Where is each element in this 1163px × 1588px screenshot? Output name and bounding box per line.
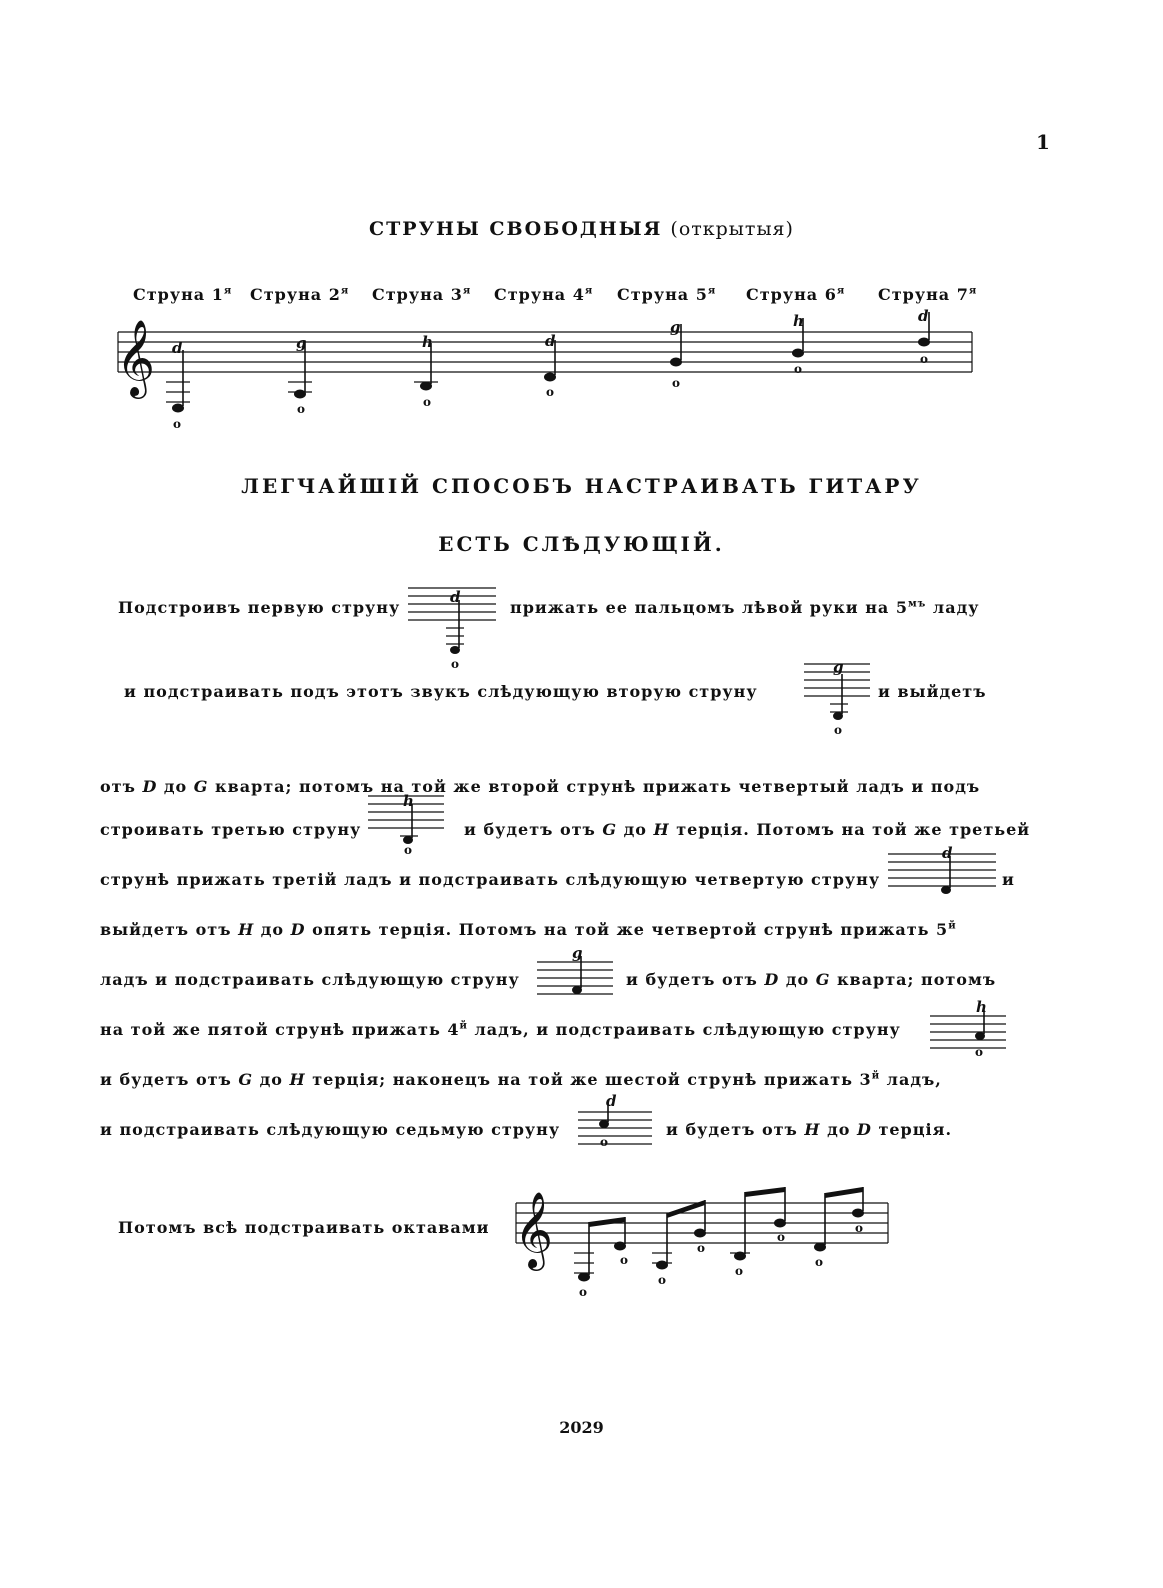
body-line-10b: и будетъ отъ H до D терція. bbox=[666, 1120, 953, 1139]
svg-text:o: o bbox=[579, 1285, 588, 1299]
svg-text:o: o bbox=[815, 1255, 824, 1269]
string-label-4: Струна $4^я$ bbox=[494, 285, 594, 304]
body-line-5a: струнѣ прижать третій ладъ и подстраивать слѣдующую четвертую струну bbox=[100, 870, 881, 889]
body-line-2b: и выйдетъ bbox=[878, 682, 987, 701]
body-line-10a: и подстраивать слѣдующую седьмую струну bbox=[100, 1120, 561, 1139]
page-number: 1 bbox=[1036, 130, 1050, 154]
octave-pair-1 bbox=[574, 1217, 628, 1299]
body-line-3: отъ D до G кварта; потомъ на той же второй струнѣ прижать четвертый ладъ и подъ bbox=[100, 777, 981, 796]
svg-text:d: d bbox=[545, 332, 556, 350]
body-line-9: и будетъ отъ G до H терція; наконецъ на той же шестой струнѣ прижать $3^й$ ладъ, bbox=[100, 1070, 942, 1089]
svg-text:o: o bbox=[546, 385, 555, 399]
svg-text:o: o bbox=[404, 843, 413, 857]
svg-text:o: o bbox=[855, 1221, 864, 1235]
svg-text:h: h bbox=[793, 312, 804, 330]
body-line-2a: и подстраивать подъ этотъ звукъ слѣдующую вторую струну bbox=[124, 682, 758, 701]
svg-text:o: o bbox=[834, 723, 843, 737]
svg-text:h: h bbox=[976, 998, 987, 1016]
body-line-4a: строивать третью струну bbox=[100, 820, 362, 839]
svg-text:o: o bbox=[735, 1264, 744, 1278]
plate-number: 2029 bbox=[559, 1418, 604, 1437]
body-line-7a: ладъ и подстраивать слѣдующую струну bbox=[100, 970, 520, 989]
svg-text:o: o bbox=[173, 417, 182, 431]
svg-text:d: d bbox=[918, 307, 929, 325]
svg-text:o: o bbox=[297, 402, 306, 416]
svg-text:d: d bbox=[606, 1092, 617, 1110]
body-line-4b: и будетъ отъ G до H терція. Потомъ на той же третьей bbox=[464, 820, 1031, 839]
svg-text:h: h bbox=[403, 792, 414, 810]
body-line-6: выйдетъ отъ H до D опять терція. Потомъ на той же четвертой струнѣ прижать $5^й$ bbox=[100, 920, 957, 939]
title-sub: (открытыя) bbox=[670, 218, 794, 240]
svg-text:d: d bbox=[172, 339, 183, 357]
string-label-2: Струна $2^я$ bbox=[250, 285, 350, 304]
svg-text:g: g bbox=[572, 944, 583, 962]
heading-tuning-method: ЛЕГЧАЙШІЙ СПОСОБЪ НАСТРАИВАТЬ ГИТАРУ bbox=[241, 474, 922, 498]
svg-text:o: o bbox=[777, 1230, 786, 1244]
body-line-1b: прижать ее пальцомъ лѣвой руки на $5^{мъ}$ ладу bbox=[510, 598, 980, 617]
string-label-6: Струна $6^я$ bbox=[746, 285, 846, 304]
body-line-8: на той же пятой струнѣ прижать $4^й$ ладъ, и подстраивать слѣдующую струну bbox=[100, 1020, 901, 1039]
svg-text:o: o bbox=[697, 1241, 706, 1255]
body-line-1a: Подстроивъ первую струну bbox=[118, 598, 401, 617]
svg-text:d: d bbox=[942, 844, 953, 862]
svg-text:g: g bbox=[296, 334, 307, 352]
svg-text:d: d bbox=[450, 588, 461, 606]
heading-as-follows: ЕСТЬ СЛѢДУЮЩІЙ. bbox=[438, 532, 725, 556]
body-line-5b: и bbox=[1002, 870, 1015, 889]
svg-text:o: o bbox=[620, 1253, 629, 1267]
svg-text:g: g bbox=[670, 318, 681, 336]
string-label-1: Струна $1^я$ bbox=[133, 285, 233, 304]
treble-clef-icon-2: 𝄞 bbox=[514, 1191, 554, 1268]
treble-clef-icon: 𝄞 bbox=[116, 319, 156, 396]
svg-text:o: o bbox=[658, 1273, 667, 1287]
svg-text:o: o bbox=[975, 1045, 984, 1059]
svg-text:o: o bbox=[920, 352, 929, 366]
svg-text:g: g bbox=[833, 658, 844, 676]
string-label-7: Струна $7^я$ bbox=[878, 285, 978, 304]
svg-text:o: o bbox=[423, 395, 432, 409]
octave-pair-4 bbox=[814, 1187, 864, 1269]
svg-text:o: o bbox=[794, 362, 803, 376]
svg-text:o: o bbox=[451, 657, 460, 671]
body-line-7b: и будетъ отъ D до G кварта; потомъ bbox=[626, 970, 997, 989]
body-line-octaves: Потомъ всѣ подстраивать октавами bbox=[118, 1218, 490, 1237]
title-main: СТРУНЫ СВОБОДНЫЯ bbox=[369, 218, 663, 240]
svg-text:h: h bbox=[422, 333, 433, 351]
svg-text:o: o bbox=[672, 376, 681, 390]
string-label-3: Струна $3^я$ bbox=[372, 285, 472, 304]
string-label-5: Струна $5^я$ bbox=[617, 285, 717, 304]
svg-text:o: o bbox=[600, 1135, 609, 1149]
